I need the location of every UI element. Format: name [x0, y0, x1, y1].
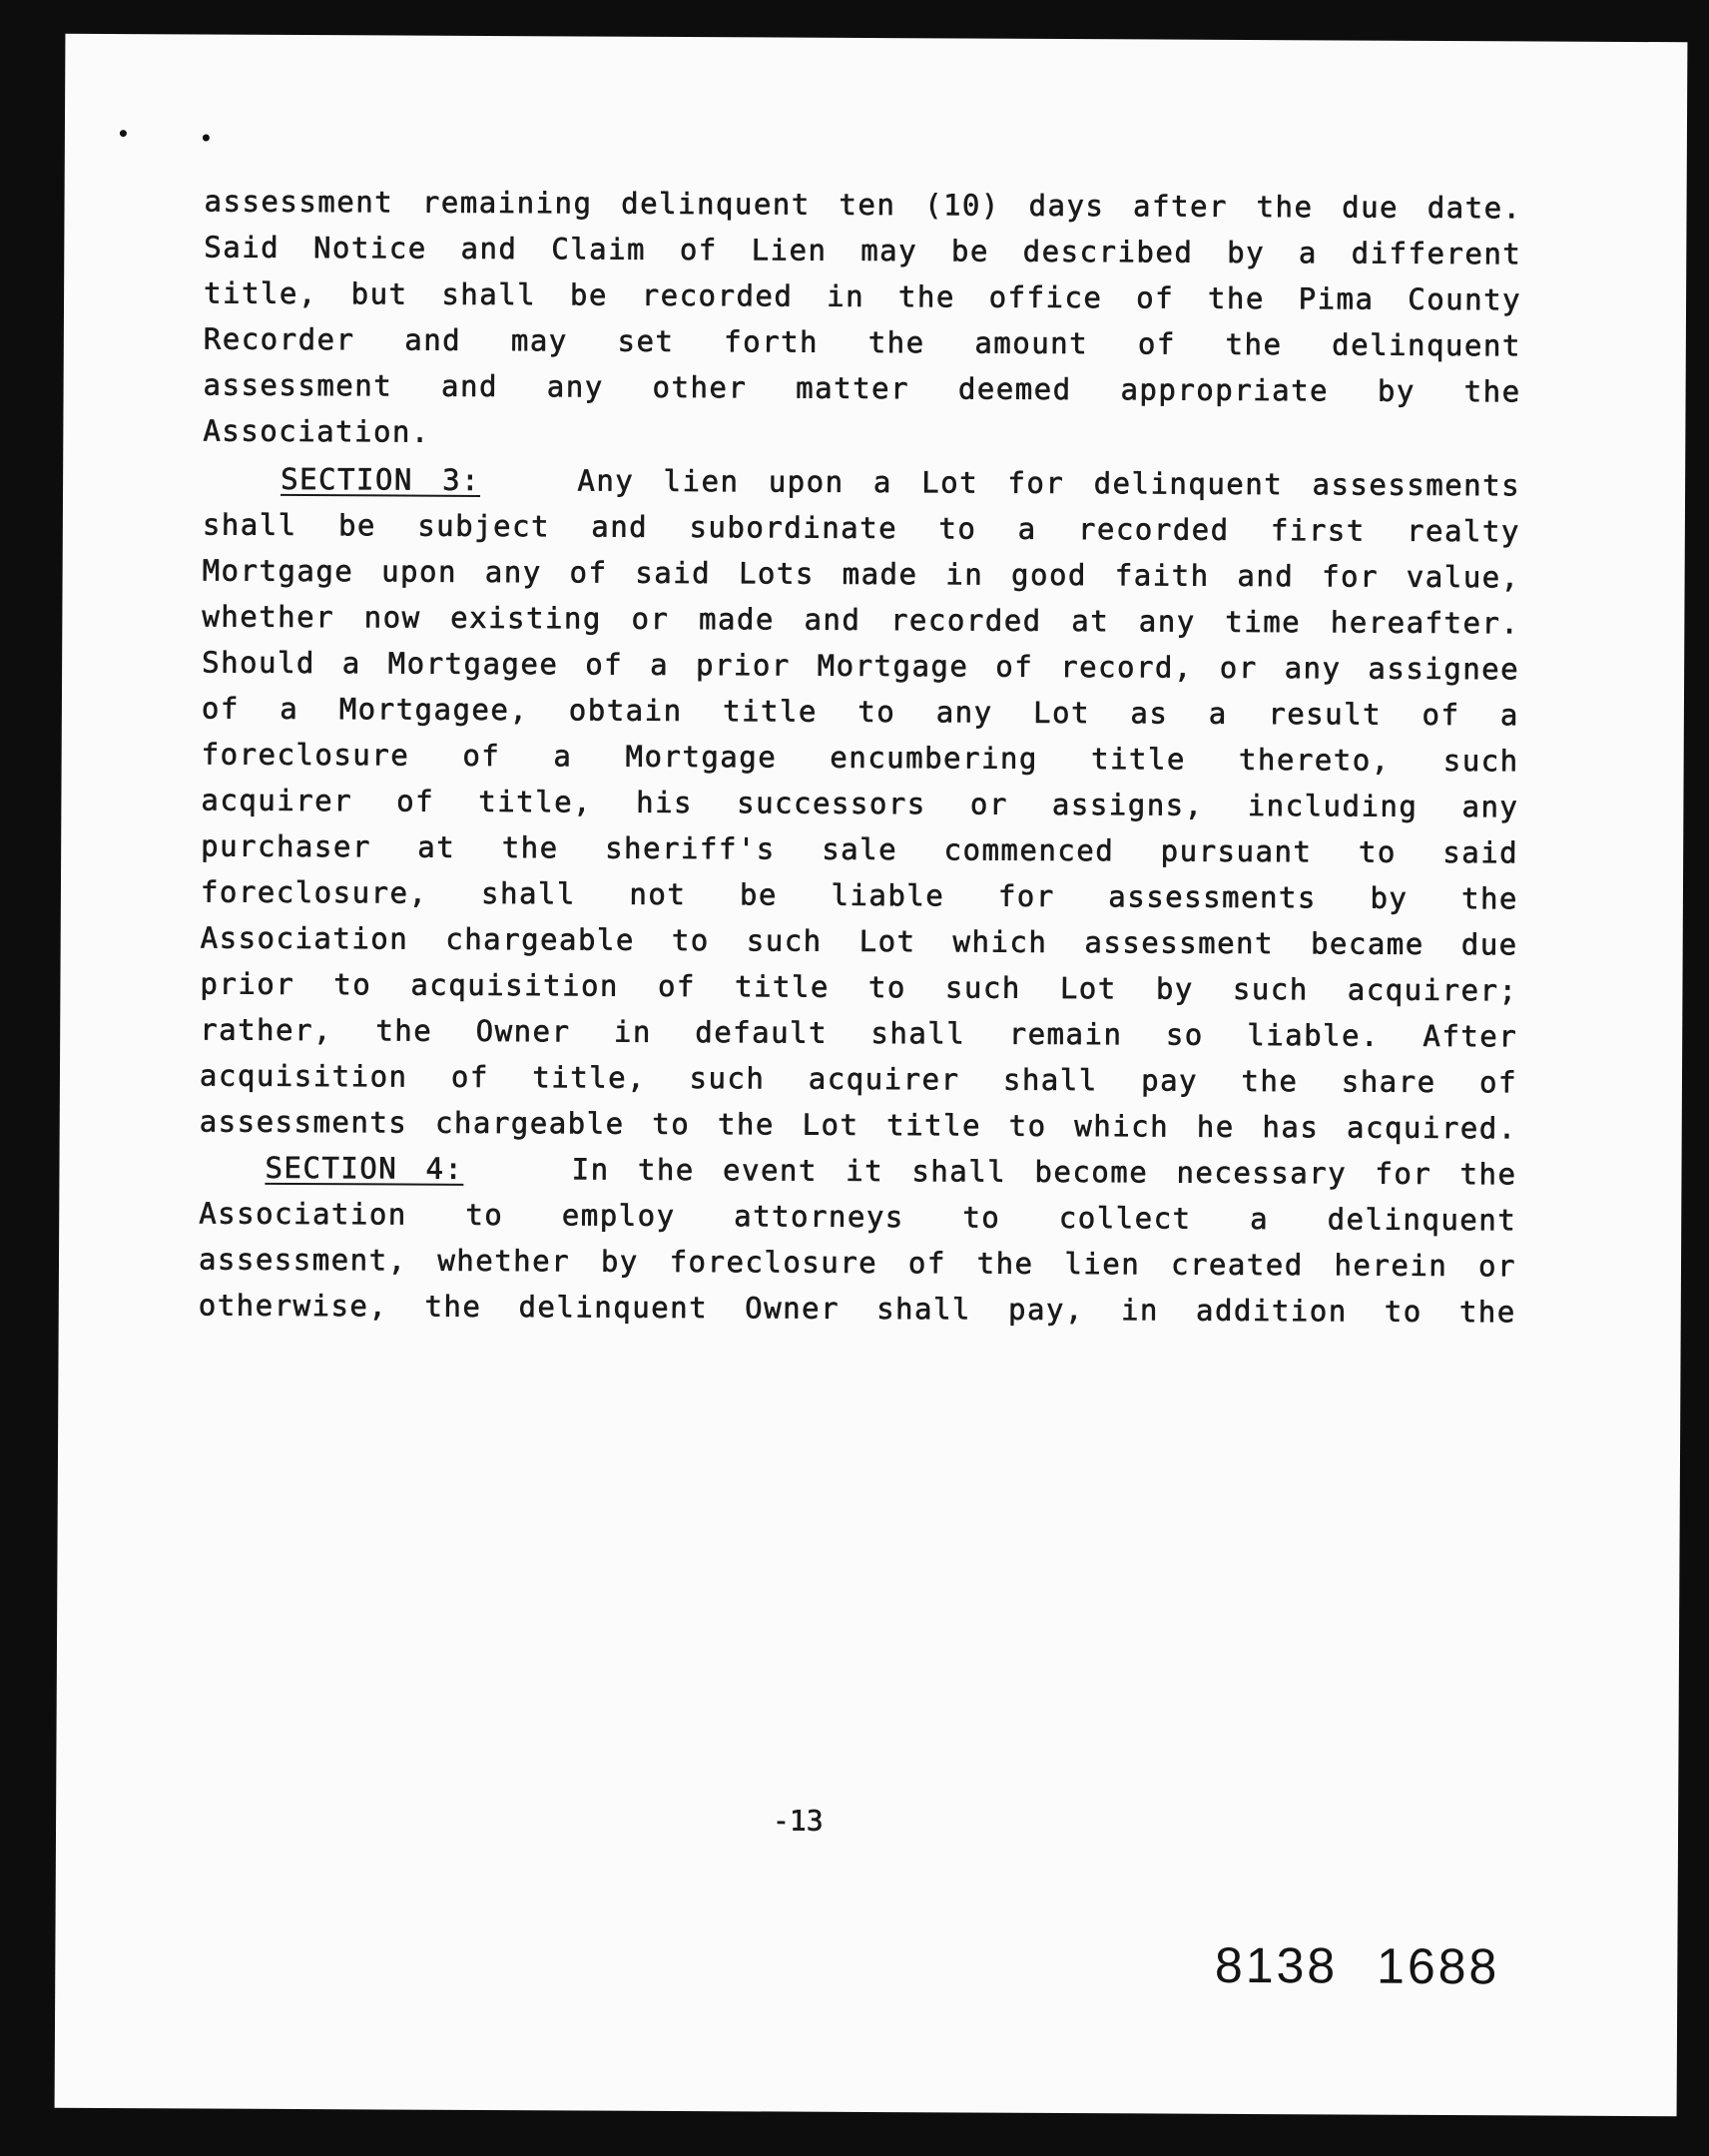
text-line: assessment remaining delinquent ten (10) days after the due date.: [204, 184, 1522, 226]
text-line: prior to acquisition of title to such Lot by such acquirer;: [200, 966, 1518, 1008]
body-text: [198, 184, 1522, 1330]
text-line: acquisition of title, such acquirer shall pay the share of: [199, 1058, 1518, 1100]
text-line: foreclosure, shall not be liable for assessments by the: [200, 874, 1519, 916]
text-line: Should a Mortgagee of a prior Mortgage of record, or any assignee: [202, 645, 1520, 687]
text-line: Association.: [203, 413, 430, 449]
section-3-heading-line: [203, 461, 1520, 502]
section-4-text: In the event it shall become necessary for the: [571, 1152, 1517, 1192]
section-3-heading: SECTION 3:: [281, 461, 481, 497]
section-4-heading: SECTION 4:: [265, 1150, 464, 1186]
section-3-text: Any lien upon a Lot for delinquent assessments: [577, 463, 1521, 503]
text-line: of a Mortgagee, obtain title to any Lot as a result of a: [201, 691, 1519, 733]
section-4-heading-line: [199, 1150, 1516, 1191]
punch-mark: [120, 130, 127, 137]
text-line: otherwise, the delinquent Owner shall pay, in addition to the: [198, 1288, 1516, 1330]
text-line: Recorder and may set forth the amount of the delinquent: [203, 321, 1521, 363]
text-line: foreclosure of a Mortgage encumbering title thereto, such: [201, 737, 1519, 779]
docket-reference: 8138 1688: [1214, 1936, 1500, 1995]
document-page: [55, 34, 1688, 2116]
text-line: title, but shall be recorded in the office of the Pima County: [204, 275, 1522, 317]
text-line: Association chargeable to such Lot which assessment became due: [200, 920, 1518, 962]
text-line: Mortgage upon any of said Lots made in good faith and for value,: [202, 553, 1520, 595]
text-line: purchaser at the sheriff's sale commenced pursuant to said: [201, 828, 1519, 870]
punch-mark: [203, 134, 210, 141]
text-line: acquirer of title, his successors or assigns, including any: [201, 783, 1519, 824]
text-line: Said Notice and Claim of Lien may be described by a different: [204, 230, 1522, 271]
text-line: whether now existing or made and recorded at any time hereafter.: [202, 599, 1520, 641]
text-line: assessment and any other matter deemed appropriate by the: [203, 367, 1521, 409]
text-line: shall be subject and subordinate to a recorded first realty: [202, 507, 1520, 549]
text-line: assessment, whether by foreclosure of the lien created herein or: [198, 1242, 1517, 1284]
text-line: Association to employ attorneys to collect a delinquent: [199, 1196, 1517, 1238]
text-line: rather, the Owner in default shall remain so liable. After: [200, 1012, 1518, 1054]
text-line: assessments chargeable to the Lot title to which he has acquired.: [199, 1104, 1517, 1146]
page-number: -13: [773, 1804, 824, 1838]
